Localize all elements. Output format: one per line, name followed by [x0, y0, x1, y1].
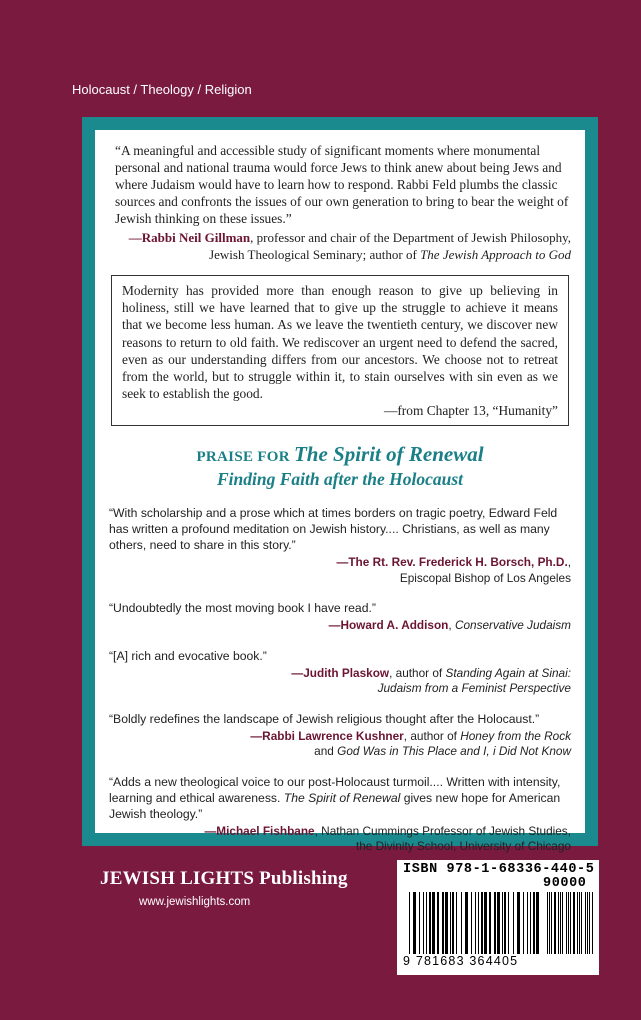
review-attribution — [109, 729, 571, 760]
barcode-bar — [554, 892, 556, 954]
reviewer-separator: , — [448, 618, 455, 633]
barcode-bar — [527, 892, 528, 954]
barcode-bar — [456, 892, 457, 954]
barcode-bar — [566, 892, 567, 954]
barcode-bar — [432, 892, 435, 954]
review-attribution — [109, 666, 571, 697]
publisher-name: JEWISH LIGHTS — [100, 868, 255, 889]
review-fishbane — [109, 774, 571, 855]
review-borsch — [109, 505, 571, 586]
review-attribution — [109, 555, 571, 586]
barcode-bar — [409, 892, 410, 954]
barcode-bar — [579, 892, 580, 954]
barcode-bar — [419, 892, 420, 954]
publisher-website: www.jewishlights.com — [139, 896, 251, 908]
barcode-bar — [445, 892, 448, 954]
barcode-bar — [442, 892, 444, 954]
barcode-bar — [547, 892, 548, 954]
reviewer-role: , Nathan Cummings Professor of Jewish Studies, — [314, 823, 571, 838]
barcode-bar — [508, 892, 509, 954]
barcode-bar — [549, 892, 550, 954]
barcode-bar — [461, 892, 462, 954]
barcode-bar — [465, 892, 468, 954]
reviewer-book-subtitle: Judaism from a Feminist Perspective — [377, 681, 571, 696]
barcode-bar — [481, 892, 483, 954]
gillman-affiliation: , professor and chair of the Department of Jewish Philosophy, Jewish Theological Seminary; author of — [209, 230, 571, 262]
barcode-bar — [517, 892, 520, 954]
reviewer-comma: , — [567, 555, 571, 570]
barcode-bar — [562, 892, 563, 954]
review-kushner — [109, 711, 571, 760]
barcode-bar — [502, 892, 503, 954]
reviewer-name: —Rabbi Lawrence Kushner — [250, 728, 404, 743]
review-quote: “Boldly redefines the landscape of Jewish religious thought after the Holocaust.” — [109, 711, 540, 726]
ean-digits: 9 781683 364405 — [403, 954, 519, 968]
praise-heading — [109, 442, 571, 491]
ean-barcode — [409, 892, 541, 954]
reviewer-name: —Howard A. Addison — [328, 618, 449, 633]
reviewer-publication: Conservative Judaism — [454, 618, 571, 633]
gillman-quote: “A meaningful and accessible study of significant moments where monumental personal and national trauma would force Jews to think anew about being Jews and where Judaism would have to learn how to respond. Rabbi Feld plumbs the classic sources and confronts the issues of our own generation to bring to bear the weight of Jewish thinking on these issues.” — [115, 143, 569, 226]
gillman-book: The Jewish Approach to God — [420, 247, 571, 262]
review-attribution — [109, 824, 571, 855]
reviewer-institution: the Divinity School, University of Chicago — [355, 839, 571, 854]
publisher-logo — [100, 868, 348, 890]
content-panel — [95, 130, 585, 854]
barcode-bar — [592, 892, 593, 954]
reviewer-name: —Michael Fishbane — [204, 823, 315, 838]
excerpt-source: —from Chapter 13, “Humanity” — [383, 403, 558, 419]
barcode-bar — [494, 892, 496, 954]
barcode-bar — [560, 892, 561, 954]
reviewer-book-2: God Was in This Place and I, i Did Not Know — [337, 744, 571, 759]
review-quote-book: The Spirit of Renewal — [283, 790, 401, 805]
review-quote-part-2: gives new hope for American Jewish theology.” — [109, 790, 561, 821]
reviewer-and: and — [314, 744, 338, 759]
reviewer-book: Honey from the Rock — [460, 728, 571, 743]
barcode-bar — [426, 892, 427, 954]
isbn-text: ISBN 978-1-68336-440-5 — [403, 862, 595, 877]
barcode-bar — [452, 892, 454, 954]
barcode-bar — [471, 892, 472, 954]
excerpt-text: Modernity has provided more than enough reason to give up believing in holiness, still we have learned that to give up the struggle to achieve it means that we become less human. As we leave the twentieth century, we discover new reasons to return to old faith. We rediscover an urgent need to defend the sacred, even as our understanding differs from our ancestors. We choose not to retreat from the world, but to struggle within it, to stain ourselves with sin even as we seek to establish the good. — [122, 283, 558, 402]
gillman-attribution — [109, 229, 571, 263]
barcode-bar — [523, 892, 524, 954]
barcode-bar — [475, 892, 476, 954]
barcode-bar — [585, 892, 586, 954]
barcode-bar — [513, 892, 514, 954]
barcode-bar — [478, 892, 479, 954]
barcode-bar — [589, 892, 590, 954]
review-attribution — [109, 618, 571, 634]
barcode-bar — [450, 892, 451, 954]
barcode-bar — [504, 892, 506, 954]
review-quote — [109, 774, 571, 822]
barcode-bar — [489, 892, 491, 954]
barcode-bar — [587, 892, 588, 954]
reviewer-book: Standing Again at Sinai: — [445, 665, 571, 680]
barcode-bar — [533, 892, 535, 954]
reviewer-role: , author of — [389, 665, 446, 680]
barcode-bar — [536, 892, 539, 954]
price-code: 90000 — [543, 876, 587, 891]
reviewer-name: —Judith Plaskow — [291, 665, 390, 680]
barcode-bar — [577, 892, 578, 954]
barcode-bar — [581, 892, 582, 954]
barcode-bar — [429, 892, 431, 954]
praise-title: The Spirit of Renewal — [293, 442, 484, 467]
gillman-name: —Rabbi Neil Gillman — [128, 230, 251, 245]
barcode-bar — [573, 892, 575, 954]
review-quote-part-1: “Adds a new theological voice to our post-Holocaust turmoil.... Written with intensity, learning and ethical awareness. — [109, 774, 561, 805]
reviewer-title: Episcopal Bishop of Los Angeles — [399, 570, 571, 585]
review-addison — [109, 600, 571, 634]
barcode-bar — [497, 892, 500, 954]
barcode-box — [397, 860, 599, 975]
barcode-bar — [484, 892, 487, 954]
review-quote: “[A] rich and evocative book.” — [109, 648, 267, 663]
category-label: Holocaust / Theology / Religion — [72, 82, 252, 97]
barcode-bar — [568, 892, 569, 954]
praise-label: PRAISE FOR — [196, 449, 294, 466]
praise-subtitle: Finding Faith after the Holocaust — [216, 469, 464, 490]
barcode-bar — [437, 892, 439, 954]
barcode-bar — [530, 892, 531, 954]
reviewer-role: , author of — [403, 728, 461, 743]
barcode-bar — [423, 892, 424, 954]
barcode-bar — [551, 892, 552, 954]
review-quote: “With scholarship and a prose which at times borders on tragic poetry, Edward Feld has written a profound meditation on Jewish history.... Christians, as well as many others, need to share in this story.” — [109, 506, 558, 553]
barcode-bar — [570, 892, 571, 954]
barcode-bar — [413, 892, 416, 954]
barcode-bar — [558, 892, 559, 954]
review-quote: “Undoubtedly the most moving book I have read.” — [109, 601, 376, 616]
reviewer-name: —The Rt. Rev. Frederick H. Borsch, Ph.D. — [336, 555, 568, 570]
addon-barcode — [547, 892, 593, 954]
excerpt-box — [111, 275, 569, 426]
review-plaskow — [109, 648, 571, 697]
publisher-word: Publishing — [259, 868, 348, 889]
